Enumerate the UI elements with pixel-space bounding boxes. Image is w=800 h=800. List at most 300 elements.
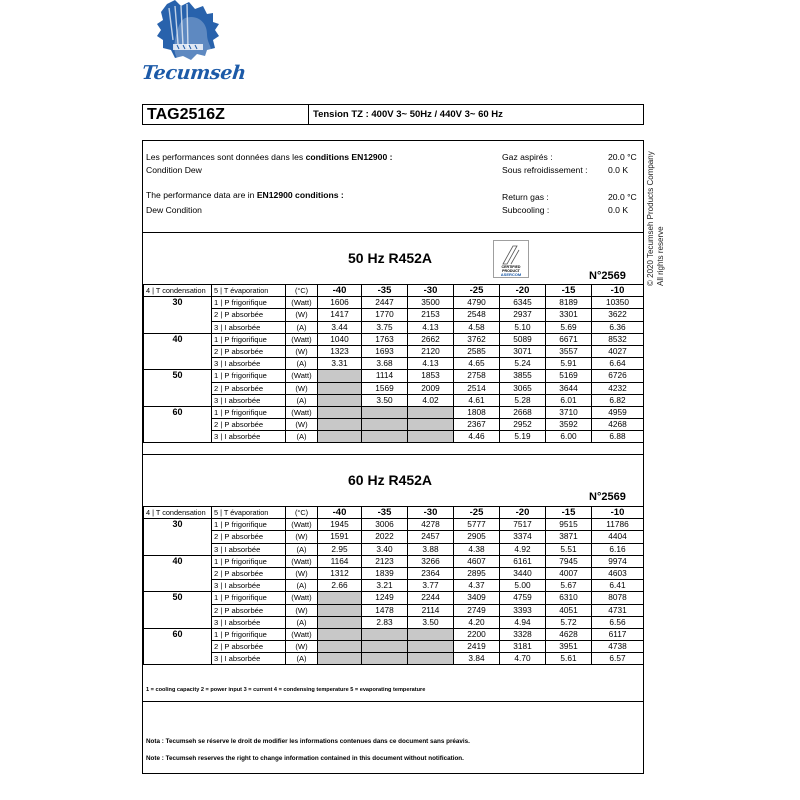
value-cell: 3762 [454,333,500,345]
model-number: TAG2516Z [143,105,309,124]
unit-cell: (A) [286,394,318,406]
table-row [144,321,644,333]
table-row [144,519,644,531]
empty-cell [318,419,362,431]
value-cell: 3710 [546,406,592,418]
value-cell: 2364 [408,567,454,579]
value-cell: 1164 [318,555,362,567]
unit-cell: (W) [286,604,318,616]
value-cell: 3374 [500,531,546,543]
value-cell: 6.57 [592,653,644,665]
value-cell: 4.70 [500,653,546,665]
value-cell: 3855 [500,370,546,382]
value-cell: 3.88 [408,543,454,555]
value-cell: 2457 [408,531,454,543]
value-cell: 4738 [592,641,644,653]
subcool-value: 0.0 K [608,205,629,215]
value-cell: 6.01 [546,394,592,406]
empty-cell [318,431,362,443]
unit-cell: (W) [286,382,318,394]
value-cell: 2585 [454,345,500,357]
value-cell: 5.67 [546,580,592,592]
value-cell: 9515 [546,519,592,531]
value-cell: 3644 [546,382,592,394]
quantity-label: 3 | I absorbée [212,394,286,406]
evap-temp-header: -25 [454,285,500,297]
empty-cell [408,653,454,665]
value-cell: 4603 [592,567,644,579]
condensing-temp-cell: 40 [144,555,212,567]
value-cell: 3071 [500,345,546,357]
quantity-label: 1 | P frigorifique [212,370,286,382]
value-cell: 2.66 [318,580,362,592]
condensation-header: 4 | T condensation [144,507,212,519]
evap-temp-header: -25 [454,507,500,519]
asercom-badge-text: CERTIFIED PRODUCT ASERCOM [500,265,522,277]
quantity-label: 3 | I absorbée [212,431,286,443]
value-cell: 6.64 [592,358,644,370]
evap-temp-header: -10 [592,285,644,297]
value-cell: 4.38 [454,543,500,555]
value-cell: 6671 [546,333,592,345]
empty-cell [318,641,362,653]
table-row [144,641,644,653]
value-cell: 2668 [500,406,546,418]
evap-temp-header: -40 [318,285,362,297]
quantity-label: 3 | I absorbée [212,358,286,370]
unit-cell: (A) [286,358,318,370]
value-cell: 2120 [408,345,454,357]
value-cell: 3.50 [408,616,454,628]
value-cell: 9974 [592,555,644,567]
value-cell: 4.61 [454,394,500,406]
empty-cell [408,406,454,418]
table-row [144,604,644,616]
value-cell: 2662 [408,333,454,345]
value-cell: 2.83 [362,616,408,628]
value-cell: 3065 [500,382,546,394]
value-cell: 5.51 [546,543,592,555]
condensing-temp-cell [144,616,212,628]
table-row [144,580,644,592]
value-cell: 5.00 [500,580,546,592]
value-cell: 5.72 [546,616,592,628]
condensing-temp-cell [144,653,212,665]
value-cell: 1808 [454,406,500,418]
condensing-temp-cell: 30 [144,519,212,531]
unit-cell: (A) [286,543,318,555]
empty-cell [362,406,408,418]
unit-cell: (Watt) [286,592,318,604]
condensing-temp-cell [144,345,212,357]
quantity-label: 1 | P frigorifique [212,555,286,567]
unit-cell: (W) [286,641,318,653]
evap-temp-header: -20 [500,285,546,297]
evap-temp-header: -35 [362,507,408,519]
value-cell: 4628 [546,628,592,640]
table-row [144,628,644,640]
value-cell: 10350 [592,297,644,309]
unit-cell: (Watt) [286,333,318,345]
unit-header: (°C) [286,507,318,519]
table-row [144,419,644,431]
value-cell: 4007 [546,567,592,579]
table-row [144,555,644,567]
value-cell: 2548 [454,309,500,321]
performance-sheet [142,140,644,774]
table-row [144,531,644,543]
table-row [144,592,644,604]
value-cell: 1839 [362,567,408,579]
value-cell: 4232 [592,382,644,394]
evap-temp-header: -35 [362,285,408,297]
value-cell: 4.46 [454,431,500,443]
value-cell: 1591 [318,531,362,543]
value-cell: 6.88 [592,431,644,443]
value-cell: 5777 [454,519,500,531]
value-cell: 3557 [546,345,592,357]
value-cell: 2114 [408,604,454,616]
unit-cell: (A) [286,653,318,665]
value-cell: 2758 [454,370,500,382]
value-cell: 4731 [592,604,644,616]
empty-cell [408,419,454,431]
conditions-en-line1: The performance data are in EN12900 conditions : [146,190,344,200]
condensing-temp-cell: 50 [144,370,212,382]
reference-number: N°2569 [589,491,626,503]
quantity-label: 2 | P absorbée [212,641,286,653]
condensing-temp-cell [144,321,212,333]
empty-cell [362,653,408,665]
value-cell: 5.10 [500,321,546,333]
unit-cell: (W) [286,419,318,431]
empty-cell [318,370,362,382]
sous-label: Sous refroidissement : [502,165,588,175]
table-row [144,653,644,665]
value-cell: 5.69 [546,321,592,333]
unit-cell: (A) [286,580,318,592]
value-cell: 4.94 [500,616,546,628]
condensing-temp-cell [144,382,212,394]
unit-cell: (A) [286,321,318,333]
value-cell: 6.82 [592,394,644,406]
value-cell: 1945 [318,519,362,531]
legend: 1 = cooling capacity 2 = power input 3 = current 4 = condensing temperature 5 = evaporating temperature [146,687,426,693]
condensing-temp-cell [144,531,212,543]
evap-temp-header: -20 [500,507,546,519]
value-cell: 3409 [454,592,500,604]
value-cell: 11786 [592,519,644,531]
value-cell: 2514 [454,382,500,394]
condensing-temp-cell [144,567,212,579]
value-cell: 6310 [546,592,592,604]
value-cell: 4278 [408,519,454,531]
quantity-label: 1 | P frigorifique [212,592,286,604]
value-cell: 4607 [454,555,500,567]
value-cell: 2447 [362,297,408,309]
quantity-label: 1 | P frigorifique [212,333,286,345]
unit-cell: (Watt) [286,555,318,567]
note-fr: Nota : Tecumseh se réserve le droit de modifier les informations contenues dans ce document sans préavis. [146,738,470,745]
value-cell: 3301 [546,309,592,321]
condensing-temp-cell: 50 [144,592,212,604]
value-cell: 1249 [362,592,408,604]
value-cell: 3622 [592,309,644,321]
quantity-label: 3 | I absorbée [212,653,286,665]
empty-cell [318,628,362,640]
performance-table-50hz [143,284,644,443]
value-cell: 1417 [318,309,362,321]
unit-cell: (W) [286,531,318,543]
value-cell: 3.40 [362,543,408,555]
value-cell: 4959 [592,406,644,418]
quantity-label: 3 | I absorbée [212,616,286,628]
value-cell: 4.37 [454,580,500,592]
table-row [144,358,644,370]
quantity-label: 2 | P absorbée [212,382,286,394]
quantity-label: 2 | P absorbée [212,567,286,579]
value-cell: 4404 [592,531,644,543]
value-cell: 6.36 [592,321,644,333]
condensing-temp-cell: 60 [144,406,212,418]
evap-temp-header: -10 [592,507,644,519]
table-row [144,333,644,345]
value-cell: 3266 [408,555,454,567]
tension-spec: Tension TZ : 400V 3~ 50Hz / 440V 3~ 60 Hz [313,109,503,120]
value-cell: 4.92 [500,543,546,555]
value-cell: 1853 [408,370,454,382]
reference-number: N°2569 [589,270,626,282]
quantity-label: 2 | P absorbée [212,345,286,357]
value-cell: 8078 [592,592,644,604]
empty-cell [318,406,362,418]
subcool-label: Subcooling : [502,205,550,215]
quantity-label: 2 | P absorbée [212,531,286,543]
quantity-label: 3 | I absorbée [212,580,286,592]
value-cell: 4.65 [454,358,500,370]
evap-temp-header: -30 [408,507,454,519]
quantity-label: 2 | P absorbée [212,309,286,321]
empty-cell [318,616,362,628]
quantity-label: 2 | P absorbée [212,419,286,431]
value-cell: 6.56 [592,616,644,628]
value-cell: 4.20 [454,616,500,628]
unit-cell: (W) [286,309,318,321]
value-cell: 4790 [454,297,500,309]
unit-cell: (W) [286,567,318,579]
unit-cell: (A) [286,616,318,628]
value-cell: 5089 [500,333,546,345]
return-label: Return gas : [502,192,549,202]
value-cell: 4.13 [408,321,454,333]
value-cell: 3951 [546,641,592,653]
evap-temp-header: -15 [546,285,592,297]
value-cell: 1569 [362,382,408,394]
table-row [144,382,644,394]
value-cell: 2244 [408,592,454,604]
condensing-temp-cell: 60 [144,628,212,640]
value-cell: 2153 [408,309,454,321]
unit-cell: (A) [286,431,318,443]
conditions-en-line2: Dew Condition [146,205,202,215]
value-cell: 4268 [592,419,644,431]
value-cell: 2200 [454,628,500,640]
empty-cell [408,431,454,443]
separator [143,701,643,702]
table-row [144,431,644,443]
value-cell: 1693 [362,345,408,357]
value-cell: 3181 [500,641,546,653]
value-cell: 4027 [592,345,644,357]
value-cell: 2749 [454,604,500,616]
value-cell: 3.50 [362,394,408,406]
quantity-label: 1 | P frigorifique [212,519,286,531]
evap-temp-header: -15 [546,507,592,519]
empty-cell [362,419,408,431]
quantity-label: 3 | I absorbée [212,543,286,555]
condensing-temp-cell [144,604,212,616]
value-cell: 1312 [318,567,362,579]
value-cell: 3.44 [318,321,362,333]
copyright-notice: © 2020 Tecumseh Products Company All rights reserve [646,151,665,286]
brand-name: Tecumseh [140,62,247,84]
value-cell: 4.58 [454,321,500,333]
value-cell: 3.21 [362,580,408,592]
sous-value: 0.0 K [608,165,629,175]
value-cell: 3328 [500,628,546,640]
value-cell: 2022 [362,531,408,543]
evaporation-header: 5 | T évaporation [212,285,286,297]
table-header-row [144,507,644,519]
unit-cell: (Watt) [286,297,318,309]
evaporation-header: 5 | T évaporation [212,507,286,519]
gaz-label: Gaz aspirés : [502,152,553,162]
separator [143,232,643,233]
quantity-label: 1 | P frigorifique [212,628,286,640]
value-cell: 5.24 [500,358,546,370]
value-cell: 3440 [500,567,546,579]
value-cell: 6.41 [592,580,644,592]
gaz-value: 20.0 °C [608,152,637,162]
table-row [144,616,644,628]
value-cell: 2905 [454,531,500,543]
value-cell: 2895 [454,567,500,579]
value-cell: 3.31 [318,358,362,370]
value-cell: 6.16 [592,543,644,555]
value-cell: 6117 [592,628,644,640]
value-cell: 1770 [362,309,408,321]
performance-table-60hz [143,506,644,665]
value-cell: 7945 [546,555,592,567]
empty-cell [318,382,362,394]
value-cell: 7517 [500,519,546,531]
evap-temp-header: -40 [318,507,362,519]
condensing-temp-cell [144,641,212,653]
condensation-header: 4 | T condensation [144,285,212,297]
value-cell: 8189 [546,297,592,309]
value-cell: 3871 [546,531,592,543]
empty-cell [362,628,408,640]
value-cell: 2419 [454,641,500,653]
empty-cell [408,641,454,653]
value-cell: 3.75 [362,321,408,333]
value-cell: 5169 [546,370,592,382]
empty-cell [362,641,408,653]
condensing-temp-cell [144,543,212,555]
empty-cell [318,394,362,406]
value-cell: 1606 [318,297,362,309]
condensing-temp-cell [144,358,212,370]
value-cell: 1478 [362,604,408,616]
value-cell: 3500 [408,297,454,309]
condensing-temp-cell [144,419,212,431]
value-cell: 2937 [500,309,546,321]
quantity-label: 1 | P frigorifique [212,297,286,309]
condensing-temp-cell: 30 [144,297,212,309]
conditions-fr-line2: Condition Dew [146,165,202,175]
value-cell: 4759 [500,592,546,604]
empty-cell [318,653,362,665]
table-row [144,309,644,321]
table-row [144,370,644,382]
value-cell: 2952 [500,419,546,431]
unit-cell: (Watt) [286,370,318,382]
value-cell: 1323 [318,345,362,357]
table-row [144,297,644,309]
value-cell: 1763 [362,333,408,345]
table-row [144,567,644,579]
value-cell: 2.95 [318,543,362,555]
table-row [144,345,644,357]
unit-cell: (Watt) [286,406,318,418]
condensing-temp-cell: 40 [144,333,212,345]
quantity-label: 1 | P frigorifique [212,406,286,418]
unit-cell: (Watt) [286,519,318,531]
unit-cell: (W) [286,345,318,357]
table-row [144,394,644,406]
section-title-60hz: 60 Hz R452A [348,472,433,488]
value-cell: 6161 [500,555,546,567]
table-row [144,543,644,555]
condensing-temp-cell [144,431,212,443]
condensing-temp-cell [144,309,212,321]
conditions-fr-line1: Les performances sont données dans les conditions EN12900 : [146,152,393,162]
unit-cell: (Watt) [286,628,318,640]
value-cell: 4.02 [408,394,454,406]
value-cell: 1040 [318,333,362,345]
empty-cell [318,604,362,616]
value-cell: 4051 [546,604,592,616]
note-en: Note : Tecumseh reserves the right to change information contained in this document without notification. [146,755,464,762]
value-cell: 4.13 [408,358,454,370]
value-cell: 6.00 [546,431,592,443]
value-cell: 1114 [362,370,408,382]
value-cell: 2367 [454,419,500,431]
return-value: 20.0 °C [608,192,637,202]
value-cell: 3393 [500,604,546,616]
section-title-50hz: 50 Hz R452A [348,250,433,266]
empty-cell [408,628,454,640]
value-cell: 6345 [500,297,546,309]
value-cell: 2009 [408,382,454,394]
value-cell: 3.84 [454,653,500,665]
value-cell: 3592 [546,419,592,431]
value-cell: 5.61 [546,653,592,665]
model-header [142,104,644,125]
value-cell: 5.19 [500,431,546,443]
value-cell: 3.68 [362,358,408,370]
value-cell: 5.28 [500,394,546,406]
